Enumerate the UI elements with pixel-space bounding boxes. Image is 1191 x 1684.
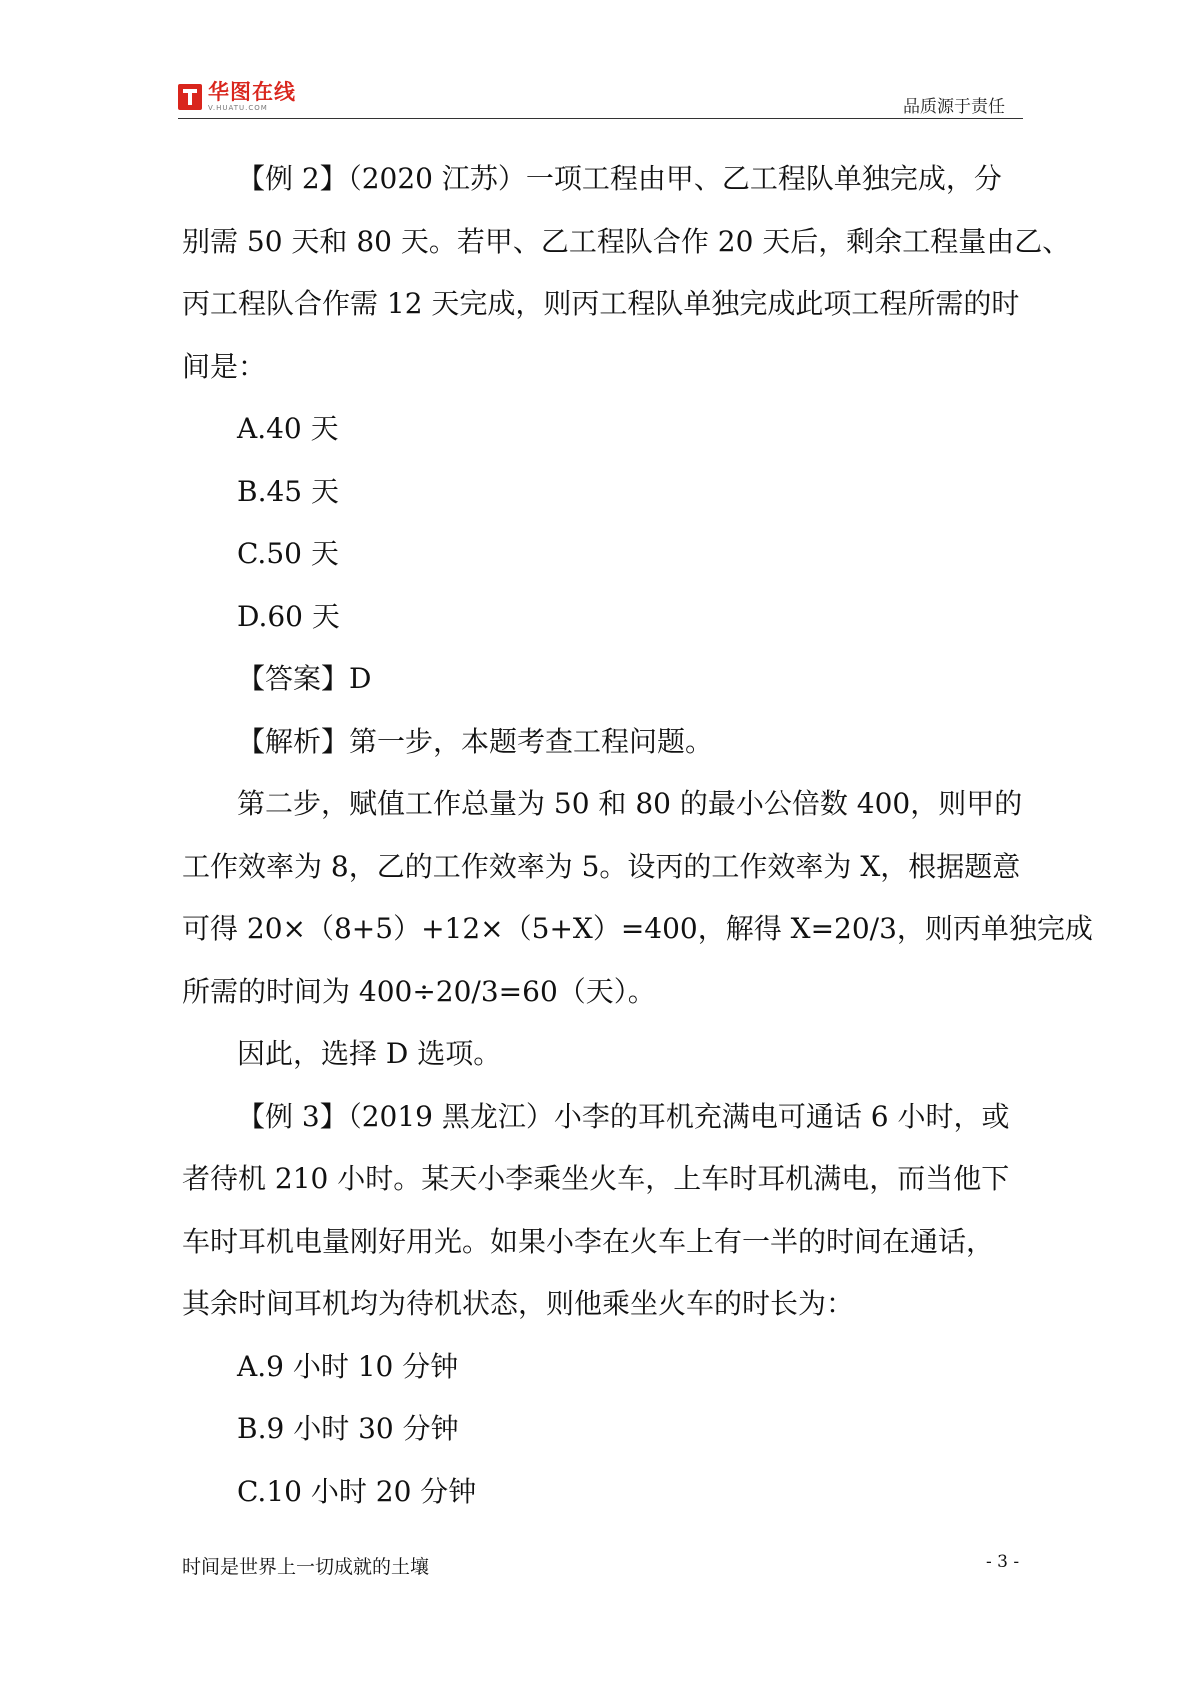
example-3-question-line: 【例 3】（2019 黑龙江）小李的耳机充满电可通话 6 小时，或 [237, 1099, 1010, 1133]
example-2-question-line: 丙工程队合作需 12 天完成，则丙工程队单独完成此项工程所需的时 [182, 287, 1020, 320]
option-c: C.50 天 [237, 537, 339, 570]
example-3-question-line: 车时耳机电量刚好用光。如果小李在火车上有一半的时间在通话， [182, 1224, 995, 1258]
option-d: D.60 天 [237, 599, 340, 633]
answer-line: 【答案】D [237, 662, 372, 695]
analysis-line: 工作效率为 8，乙的工作效率为 5。设丙的工作效率为 X，根据题意 [182, 849, 1021, 883]
example-3-question-line: 其余时间耳机均为待机状态，则他乘坐火车的时长为： [182, 1287, 855, 1320]
analysis-line: 第二步，赋值工作总量为 50 和 80 的最小公倍数 400，则甲的 [237, 787, 1023, 820]
analysis-line: 可得 20×（8+5）+12×（5+X）=400，解得 X=20/3，则丙单独完成 [182, 912, 1093, 945]
analysis-line: 【解析】第一步，本题考查工程问题。 [237, 724, 714, 758]
option-a: A.40 天 [237, 412, 339, 445]
option-c: C.10 小时 20 分钟 [237, 1474, 477, 1508]
option-b: B.9 小时 30 分钟 [237, 1412, 459, 1445]
page-number: - 3 - [986, 1552, 1020, 1572]
header-slogan: 品质源于责任 [903, 97, 1005, 117]
page-header [178, 82, 1023, 119]
example-2-question-line: 【例 2】（2020 江苏）一项工程由甲、乙工程队单独完成，分 [237, 162, 1002, 195]
option-b: B.45 天 [237, 474, 340, 508]
footer-motto: 时间是世界上一切成就的土壤 [182, 1556, 430, 1578]
example-2-question-line: 别需 50 天和 80 天。若甲、乙工程队合作 20 天后，剩余工程量由乙、 [182, 224, 1071, 258]
example-3-question-line: 者待机 210 小时。某天小李乘坐火车，上车时耳机满电，而当他下 [182, 1162, 1010, 1195]
example-2-question-line: 间是： [182, 349, 267, 383]
option-a: A.9 小时 10 分钟 [237, 1349, 459, 1383]
conclusion-line: 因此，选择 D 选项。 [237, 1037, 502, 1070]
logo-url: V.HUATU.COM [208, 104, 268, 112]
document-body [182, 148, 1093, 1523]
huatu-logo-icon [178, 84, 202, 110]
analysis-line: 所需的时间为 400÷20/3=60（天）。 [182, 974, 656, 1008]
huatu-logo [178, 82, 296, 112]
logo-name: 华图在线 [208, 80, 296, 104]
